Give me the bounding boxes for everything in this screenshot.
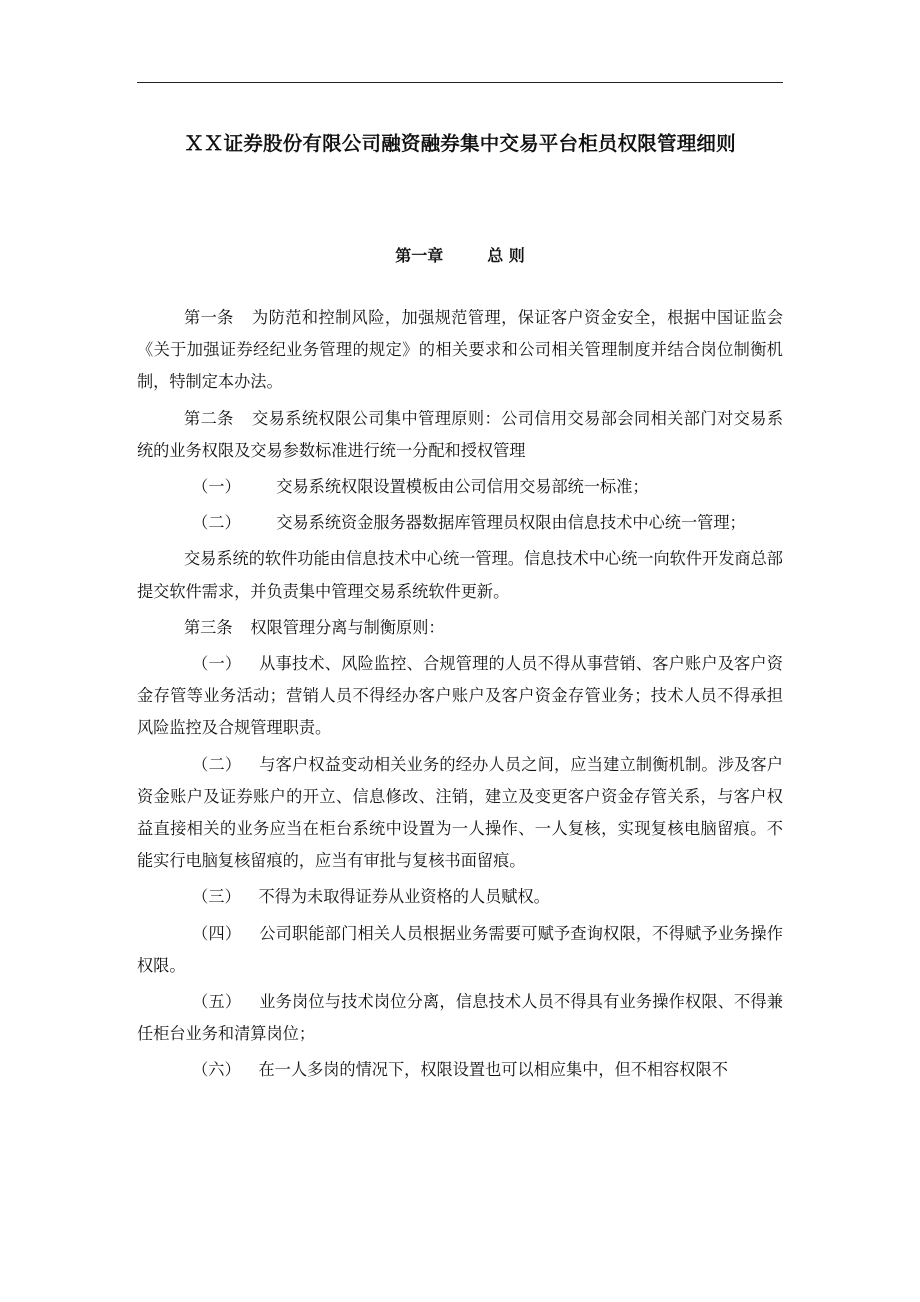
item-text: 业务岗位与技术岗位分离，信息技术人员不得具有业务操作权限、不得兼任柜台业务和清算岗位； bbox=[137, 992, 783, 1044]
article-text: 交易系统权限公司集中管理原则：公司信用交易部会同相关部门对交易系统的业务权限及交易参数标准进行统一分配和授权管理 bbox=[137, 408, 784, 460]
item-label: （二） bbox=[192, 513, 241, 533]
article-3-item-1 bbox=[137, 648, 783, 745]
chapter-name: 总 则 bbox=[487, 246, 525, 265]
article-2-item-1 bbox=[137, 471, 783, 503]
item-text: 不得为未取得证券从业资格的人员赋权。 bbox=[258, 887, 550, 907]
article-text: 为防范和控制风险，加强规范管理，保证客户资金安全，根据中国证监会《关于加强证券经纪业务管理的规定》的相关要求和公司相关管理制度并结合岗位制衡机制，特制定本办法。 bbox=[137, 308, 784, 392]
item-text: 与客户权益变动相关业务的经办人员之间，应当建立制衡机制。涉及客户资金账户及证券账户的开立、信息修改、注销，建立及变更客户资金存管关系，与客户权益直接相关的业务应当在柜台系统中设置为一人操作、一人复核，实现复核电脑留痕。不能实行电脑复核留痕的，应当有审批与复核书面留痕。 bbox=[137, 754, 783, 871]
item-label: （三） bbox=[192, 887, 241, 907]
article-3-item-6 bbox=[137, 1054, 783, 1086]
article-2-item-2 bbox=[137, 507, 783, 539]
article-label: 第一条 bbox=[183, 308, 234, 327]
item-text: 公司职能部门相关人员根据业务需要可赋予查询权限，不得赋予业务操作权限。 bbox=[137, 923, 783, 975]
article-3 bbox=[137, 612, 783, 644]
article-1 bbox=[137, 302, 783, 399]
article-3-item-4 bbox=[137, 918, 783, 982]
article-label: 第三条 bbox=[183, 617, 233, 637]
article-3-item-2 bbox=[137, 749, 783, 878]
article-3-item-5 bbox=[137, 986, 783, 1050]
article-text: 权限管理分离与制衡原则： bbox=[250, 617, 445, 637]
item-label: （一） bbox=[192, 477, 241, 497]
article-2 bbox=[137, 403, 783, 467]
item-label: （二） bbox=[192, 754, 242, 774]
item-label: （一） bbox=[192, 654, 242, 674]
item-text: 交易系统资金服务器数据库管理员权限由信息技术中心统一管理； bbox=[276, 513, 746, 533]
item-label: （五） bbox=[192, 992, 242, 1012]
chapter-heading bbox=[137, 242, 783, 270]
article-2-note bbox=[137, 543, 783, 607]
article-label: 第二条 bbox=[183, 408, 234, 428]
item-text: 在一人多岗的情况下，权限设置也可以相应集中，但不相容权限不 bbox=[258, 1060, 728, 1080]
item-label: （六） bbox=[192, 1060, 241, 1080]
item-text: 交易系统权限设置模板由公司信用交易部统一标准； bbox=[276, 477, 649, 497]
document-title: ＸＸ证券股份有限公司融资融券集中交易平台柜员权限管理细则 bbox=[184, 132, 736, 155]
item-label: （四） bbox=[192, 923, 242, 943]
chapter-number: 第一章 bbox=[395, 246, 444, 265]
document-body bbox=[137, 302, 783, 1087]
paragraph-text: 交易系统的软件功能由信息技术中心统一管理。信息技术中心统一向软件开发商总部提交软件需求，并负责集中管理交易系统软件更新。 bbox=[137, 549, 783, 601]
item-text: 从事技术、风险监控、合规管理的人员不得从事营销、客户账户及客户资金存管等业务活动；营销人员不得经办客户账户及客户资金存管业务；技术人员不得承担风险监控及合规管理职责。 bbox=[137, 654, 783, 738]
header-rule bbox=[137, 82, 783, 83]
article-3-item-3 bbox=[137, 881, 783, 913]
